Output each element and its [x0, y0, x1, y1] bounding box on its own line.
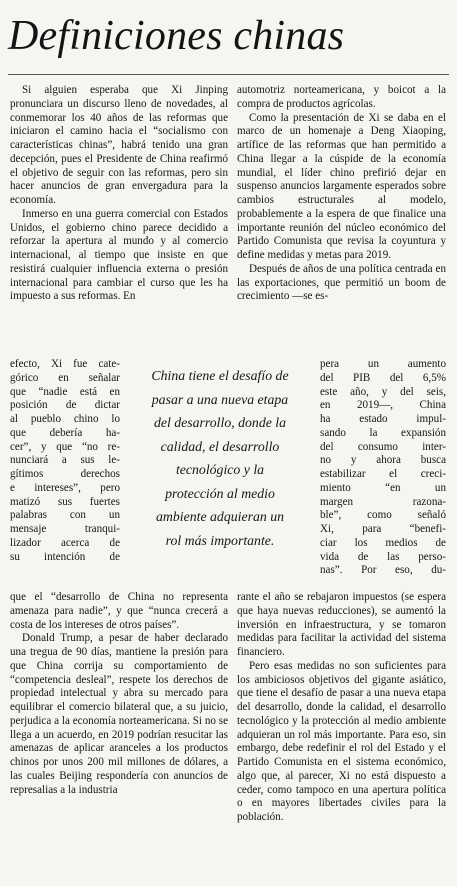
- text-line: miento “en un: [320, 481, 446, 494]
- pull-quote-line: protección al medio: [165, 485, 275, 501]
- pull-quote-line: del desarrollo, donde la: [153, 415, 287, 430]
- paragraph: Donald Trump, a pesar de haber declarado una tregua de 90 días, mantiene la presión para que China corrija su comportamiento de “competencia desleal”, respete los derechos de propiedad intelectual y abra su mercado para equilibrar el comercio bilateral que, a su juicio, perjudica a la economía norteamericana. Si no se llega a un acuerdo, en 2019 podrían resucitar las amenazas de aplicar aranceles a los productos chinos por unos 200 mil millones de dólares, a las cuales Beijing respondería con anuncios de represalias a la industria: [10, 632, 228, 796]
- right-lower-text: [237, 591, 446, 825]
- text-line: palabras con un: [10, 509, 120, 522]
- text-line: gítimos derechos: [10, 468, 120, 480]
- pull-quote-line: pasar a una nueva etapa: [151, 391, 289, 407]
- paragraph: Pero esas medidas no son suficientes para los ambiciosos objetivos del gigante asiático, que tiene el desafío de pasar a una nueva etapa del desarrollo, donde la calidad, el desarrollo tecnológico y la protección al medio ambiente adquieran un rol más importante. Para eso, sin embargo, debe redefinir el rol del Estado y el Partido Comunista en el sistema económico, algo que, al parecer, Xi no está dispuesto a ceder, como tampoco en una apertura política o en mayores libertades civiles para la población.: [237, 659, 446, 823]
- pull-quote-line: China tiene el desafío de: [151, 368, 289, 383]
- text-line: efecto, Xi fue cate-: [10, 358, 120, 370]
- text-line: ciar los medios de: [320, 536, 446, 549]
- text-line: no y ahora busca: [320, 454, 446, 467]
- pull-quote-line: tecnológico y la: [175, 462, 265, 477]
- paragraph: Inmerso en una guerra comercial con Estados Unidos, el gobierno chino parece decidido a reforzar la apertura al mundo y al comercio internacional, al tiempo que insiste en que resistirá cualquier influencia externa o presión internacional para cambiar el curso que les ha impuesto a sus reformas. En: [10, 207, 228, 303]
- paragraph: automotriz norteamericana, y boicot a la compra de productos agrícolas.: [237, 84, 446, 110]
- text-line: sando la expansión: [320, 426, 446, 439]
- text-line: posición de dictar: [10, 399, 120, 412]
- text-line: en 2019—, China: [320, 399, 446, 412]
- text-line: este año, y del seis,: [320, 385, 446, 398]
- text-line: Xi, para “benefi-: [320, 523, 446, 535]
- pull-quote-line: ambiente adquieran un: [156, 509, 284, 524]
- paragraph: rante el año se rebajaron impuestos (se espera que haya nuevas reducciones), se aumentó la inversión en infraestructura, y se tomaron medidas para facilitar la actividad del sistema financiero.: [237, 591, 446, 658]
- text-line: nunciará a sus le-: [10, 454, 120, 467]
- paragraph: Si alguien esperaba que Xi Jinping pronunciara un discurso lleno de novedades, al conmemorar los 40 años de las reformas que iniciaron el camino hacia el “socialismo con características chinas”, habrá tenido una gran decepción, pues el Presidente de China reafirmó el objetivo de seguir con las reformas, pero sin hacer anuncios de gran envergadura para la economía.: [10, 84, 228, 206]
- paragraph: Como la presentación de Xi se daba en el marco de un homenaje a Deng Xiaoping, artífice de las reformas que han permitido a China llegar a la cúspide de la economía mundial, el líder chino prefirió dejar en suspenso anuncios largamente esperados sobre cambios estructurales al modelo, probablemente a la espera de que finalice una importante reunión del núcleo económico del Partido Comunista que revisa la coyuntura y define medidas y metas para 2019.: [237, 111, 446, 261]
- text-line: pera un aumento: [320, 358, 446, 370]
- article-headline: Definiciones chinas: [8, 13, 345, 59]
- left-column: [10, 84, 228, 304]
- text-line: ha estado impul-: [320, 413, 446, 425]
- text-line: górico en señalar: [10, 371, 120, 384]
- paragraph: que el “desarrollo de China no representa amenaza para nadie”, y que “nunca crecerá a costa de los intereses de otros países”.: [10, 591, 228, 631]
- text-line: vida de las perso-: [320, 550, 446, 563]
- left-lower-text: [10, 591, 228, 797]
- text-line: matizó sus fuertes: [10, 495, 120, 508]
- text-line: del PIB del 6,5%: [320, 371, 446, 384]
- headline-divider: [8, 74, 449, 75]
- paragraph: Después de años de una política centrada en las exportaciones, que permitió un boom de crecimiento —se es-: [237, 262, 446, 303]
- text-line: lizador acerca de: [10, 536, 120, 549]
- pull-quote-line: rol más importante.: [165, 532, 275, 548]
- text-line: margen razona-: [320, 495, 446, 508]
- left-wrap-text: [10, 358, 120, 564]
- pull-quote-line: calidad, el desarrollo: [160, 438, 280, 454]
- text-line: estabilizar el creci-: [320, 468, 446, 480]
- text-line: que debería ha-: [10, 426, 120, 439]
- text-line: su intención de: [10, 550, 120, 563]
- text-line: cer”, y que “no re-: [10, 440, 120, 453]
- text-line: que “nadie está en: [10, 385, 120, 398]
- text-line: ble”, como señaló: [320, 509, 446, 522]
- text-line: e intereses”, pero: [10, 481, 120, 494]
- text-line: nas”. Por eso, du-: [320, 564, 446, 577]
- text-line: mensaje tranqui-: [10, 523, 120, 535]
- text-line: del consumo inter-: [320, 440, 446, 453]
- pull-quote: [123, 360, 317, 582]
- text-line: al pueblo chino lo: [10, 413, 120, 425]
- right-wrap-text: [320, 358, 446, 578]
- right-column: [237, 84, 446, 304]
